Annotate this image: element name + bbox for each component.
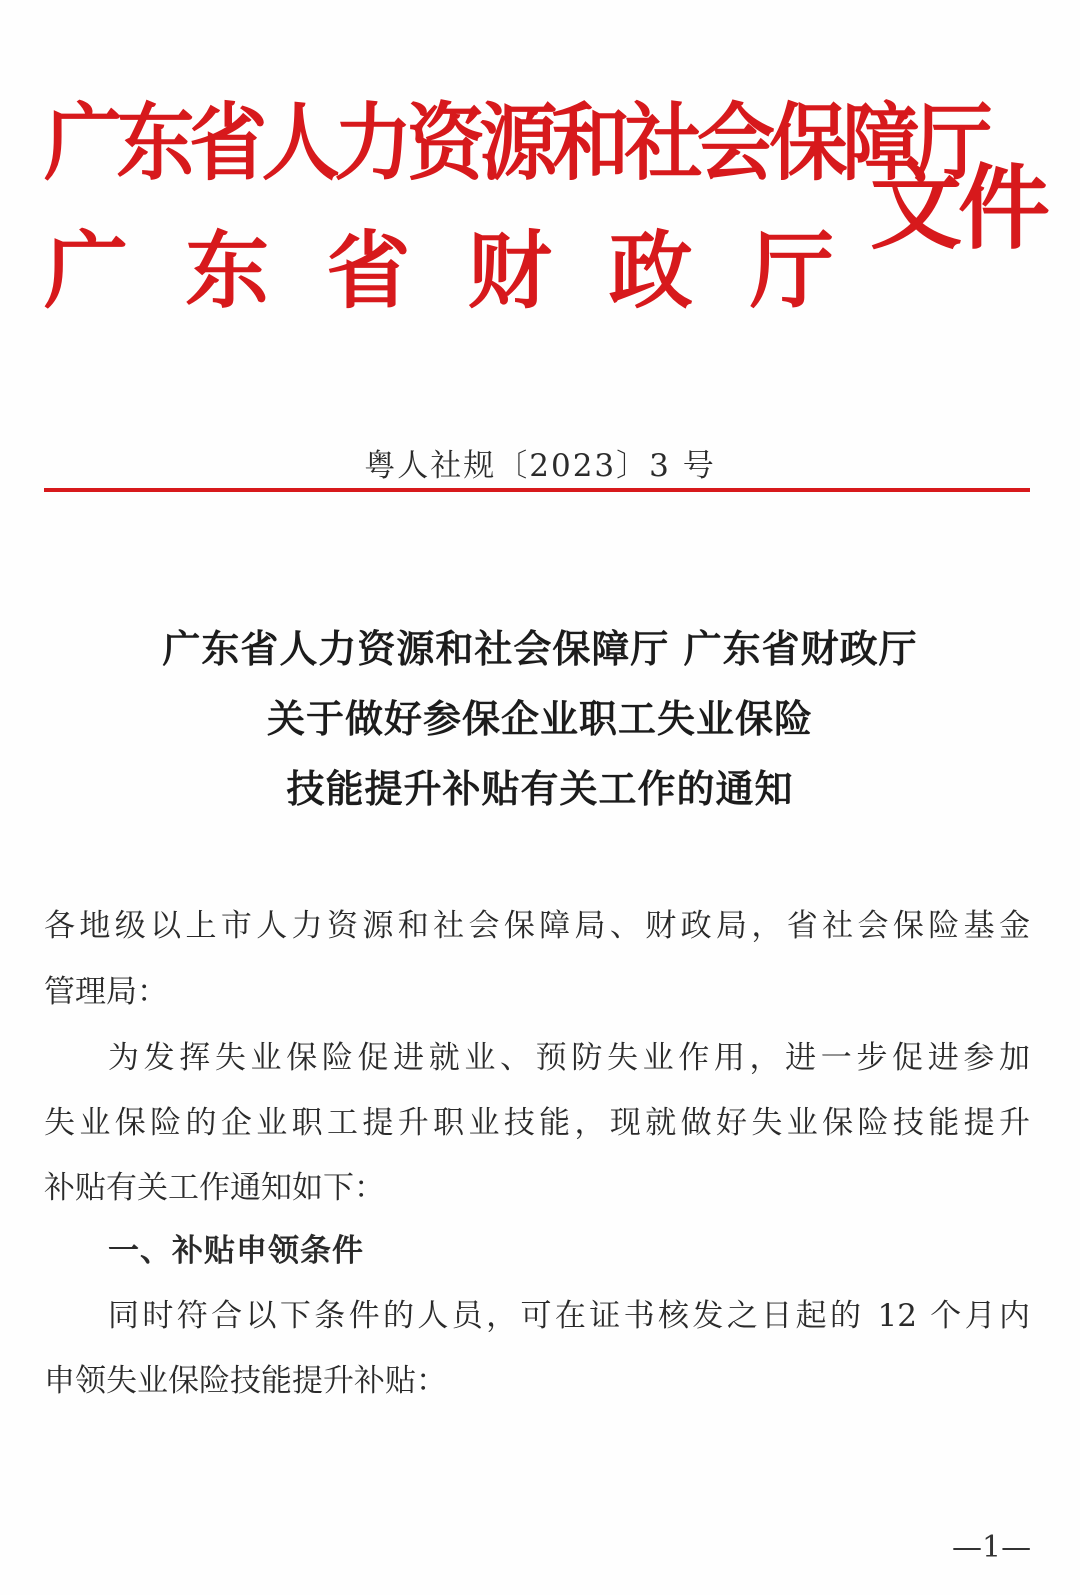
title-line-1: 广东省人力资源和社会保障厅 广东省财政厅	[162, 627, 918, 671]
issuer-char: 财	[467, 222, 552, 320]
section-1-line-2: 申领失业保险技能提升补贴：	[44, 1363, 447, 1399]
issuer-char: 政	[608, 222, 693, 320]
addressee-line-2: 管理局：	[44, 974, 168, 1010]
intro-line-3: 补贴有关工作通知如下：	[44, 1170, 385, 1206]
issuer-char: 厅	[749, 222, 834, 320]
title-line-2: 关于做好参保企业职工失业保险	[266, 697, 813, 741]
document-word: 文件	[870, 155, 1047, 262]
title-line-3: 技能提升补贴有关工作的通知	[286, 767, 794, 811]
intro-line-1: 为发挥失业保险促进就业、预防失业作用，进一步促进参加	[108, 1040, 1030, 1076]
section-1-heading: 一、补贴申领条件	[108, 1233, 364, 1269]
intro-line-2: 失业保险的企业职工提升职业技能，现就做好失业保险技能提升	[44, 1105, 1030, 1141]
issuer-finance-department	[44, 216, 834, 326]
letterhead	[44, 88, 1047, 338]
document-number: 粤人社规〔2023〕3 号	[364, 448, 716, 484]
issuer-hrss-department: 广东省人力资源和社会保障厅	[44, 94, 988, 192]
page-number: —1—	[952, 1530, 1032, 1565]
red-divider-line	[44, 488, 1030, 492]
issuer-char: 省	[326, 222, 411, 320]
issuer-char: 广	[44, 222, 129, 320]
issuer-char: 东	[185, 222, 270, 320]
section-1-line-1: 同时符合以下条件的人员，可在证书核发之日起的 12 个月内	[108, 1298, 1030, 1334]
addressee-line-1: 各地级以上市人力资源和社会保障局、财政局，省社会保险基金	[44, 908, 1030, 944]
